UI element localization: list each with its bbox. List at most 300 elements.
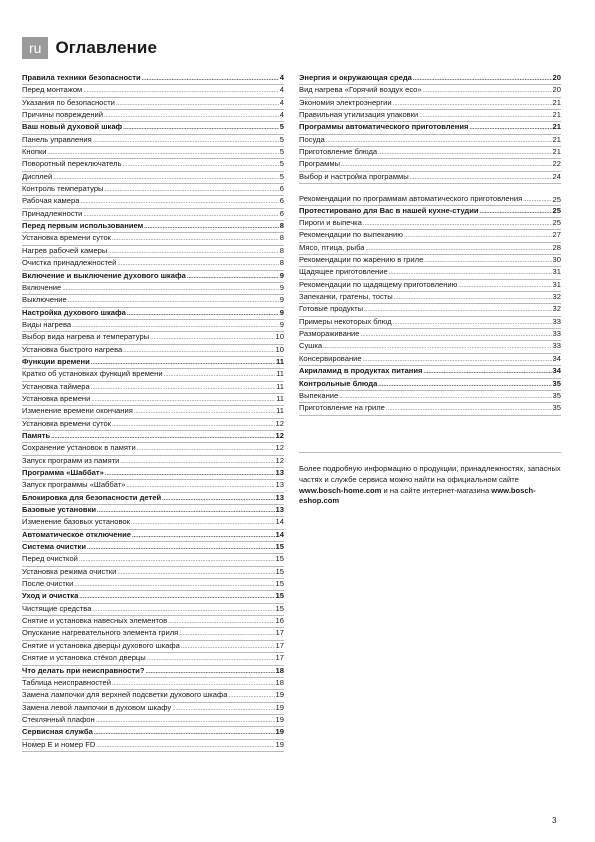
toc-leader-dots bbox=[51, 431, 274, 442]
toc-leader-dots bbox=[87, 542, 275, 553]
toc-entry-title: Кнопки bbox=[22, 147, 47, 157]
toc-page-number: 14 bbox=[275, 529, 284, 539]
toc-section-row[interactable] bbox=[22, 542, 284, 554]
toc-page-number: 18 bbox=[275, 677, 284, 687]
toc-entry-title: Выбор и настройка программы bbox=[299, 171, 409, 181]
toc-page-number: 28 bbox=[552, 242, 561, 252]
toc-page-number: 19 bbox=[275, 739, 284, 749]
toc-entry-row[interactable] bbox=[22, 147, 284, 159]
toc-entry-row[interactable] bbox=[22, 332, 284, 344]
toc-entry-title: Перед первым использованием bbox=[22, 221, 144, 231]
toc-entry-title: Программа «Шаббат» bbox=[22, 468, 104, 477]
toc-entry-title: Установка быстрого нагрева bbox=[22, 344, 123, 354]
toc-section-row[interactable] bbox=[299, 122, 561, 134]
toc-entry-title: Приготовление блюда bbox=[299, 147, 378, 157]
toc-entry-row[interactable] bbox=[22, 406, 284, 418]
info-note bbox=[299, 452, 561, 507]
toc-leader-dots bbox=[62, 283, 278, 294]
toc-entry-row[interactable] bbox=[22, 85, 284, 97]
toc-entry-row[interactable] bbox=[299, 329, 561, 341]
toc-entry-title: Правила техники безопасности bbox=[22, 73, 141, 82]
toc-entry-title: Установка времени суток bbox=[22, 418, 112, 428]
toc-entry-row[interactable] bbox=[22, 653, 284, 665]
toc-entry-row[interactable] bbox=[299, 317, 561, 329]
toc-leader-dots bbox=[134, 406, 275, 417]
toc-entry-title: Приготовление на гриле bbox=[299, 403, 385, 413]
toc-page-number: 14 bbox=[275, 517, 284, 527]
toc-leader-dots bbox=[92, 604, 274, 615]
toc-entry-row[interactable] bbox=[22, 678, 284, 690]
toc-entry-row[interactable] bbox=[22, 616, 284, 628]
toc-entry-row[interactable] bbox=[299, 184, 561, 206]
toc-entry-row[interactable] bbox=[299, 255, 561, 267]
toc-leader-dots bbox=[79, 591, 274, 602]
toc-page-number: 13 bbox=[275, 505, 284, 515]
toc-leader-dots bbox=[469, 122, 551, 133]
toc-entry-title: Опускание нагревательного элемента гриля bbox=[22, 628, 179, 638]
toc-leader-dots bbox=[137, 443, 275, 454]
toc-page-number: 13 bbox=[275, 468, 284, 477]
toc-leader-dots bbox=[168, 616, 274, 627]
toc-entry-title: Сохранение установок в памяти bbox=[22, 443, 136, 453]
toc-page-number: 32 bbox=[552, 304, 561, 314]
toc-entry-row[interactable] bbox=[299, 292, 561, 304]
toc-leader-dots bbox=[91, 357, 275, 368]
toc-leader-dots bbox=[389, 267, 552, 278]
toc-entry-title: Сушка bbox=[299, 341, 323, 351]
toc-leader-dots bbox=[104, 110, 279, 121]
toc-section-row[interactable] bbox=[22, 431, 284, 443]
toc-page-number: 18 bbox=[275, 665, 284, 675]
toc-leader-dots bbox=[364, 304, 551, 315]
toc-leader-dots bbox=[423, 85, 552, 96]
toc-entry-title: Готовые продукты bbox=[299, 304, 364, 314]
toc-leader-dots bbox=[363, 354, 552, 365]
toc-entry-row[interactable] bbox=[22, 382, 284, 394]
toc-leader-dots bbox=[53, 172, 279, 183]
toc-page-number: 12 bbox=[275, 455, 284, 465]
toc-page-number: 21 bbox=[552, 134, 561, 144]
toc-entry-title: Автоматическое отключение bbox=[22, 529, 131, 539]
toc-leader-dots bbox=[96, 740, 274, 751]
toc-entry-row[interactable] bbox=[22, 456, 284, 468]
toc-entry-row[interactable] bbox=[22, 320, 284, 332]
toc-entry-row[interactable] bbox=[22, 394, 284, 406]
toc-page-number: 11 bbox=[275, 356, 284, 366]
toc-leader-dots bbox=[112, 419, 275, 430]
toc-entry-row[interactable] bbox=[299, 341, 561, 353]
toc-entry-title: Что делать при неисправности? bbox=[22, 665, 145, 675]
toc-entry-row[interactable] bbox=[22, 690, 284, 702]
toc-entry-row[interactable] bbox=[299, 218, 561, 230]
toc-entry-row[interactable] bbox=[22, 110, 284, 122]
page-title: Оглавление bbox=[55, 38, 158, 57]
toc-leader-dots bbox=[181, 641, 275, 652]
info-text-2: и на сайте интернет-магазина bbox=[381, 485, 492, 495]
toc-leader-dots bbox=[394, 292, 552, 303]
toc-leader-dots bbox=[116, 98, 279, 109]
toc-page-number: 21 bbox=[552, 147, 561, 157]
toc-page-number: 32 bbox=[552, 292, 561, 302]
toc-section-row[interactable] bbox=[22, 666, 284, 678]
toc-leader-dots bbox=[326, 135, 552, 146]
toc-entry-row[interactable] bbox=[22, 345, 284, 357]
toc-entry-title: Щадящее приготовление bbox=[299, 267, 388, 277]
toc-leader-dots bbox=[93, 135, 279, 146]
toc-page-number: 25 bbox=[552, 218, 561, 228]
toc-entry-title: Рекомендации по выпеканию bbox=[299, 230, 403, 240]
toc-page-number: 9 bbox=[279, 307, 284, 317]
toc-entry-row[interactable] bbox=[22, 98, 284, 110]
toc-leader-dots bbox=[132, 530, 275, 541]
toc-entry-title: Запуск программ из памяти bbox=[22, 455, 120, 465]
toc-leader-dots bbox=[123, 345, 274, 356]
toc-entry-title: Настройка духового шкафа bbox=[22, 307, 126, 317]
toc-leader-dots bbox=[105, 468, 275, 479]
toc-page-number: 17 bbox=[275, 628, 284, 638]
toc-leader-dots bbox=[112, 678, 275, 689]
toc-entry-title: Функции времени bbox=[22, 356, 90, 366]
toc-leader-dots bbox=[386, 403, 552, 414]
toc-entry-row[interactable] bbox=[22, 419, 284, 431]
toc-entry-title: Выключение bbox=[22, 295, 67, 305]
toc-leader-dots bbox=[363, 218, 552, 229]
toc-leader-dots bbox=[378, 379, 551, 390]
toc-entry-title: Выпекание bbox=[299, 390, 339, 400]
toc-leader-dots bbox=[162, 493, 274, 504]
toc-entry-title: Включение и выключение духового шкафа bbox=[22, 270, 186, 280]
toc-page-number: 11 bbox=[276, 406, 284, 416]
toc-entry-title: Изменение времени окончания bbox=[22, 406, 133, 416]
toc-leader-dots bbox=[68, 295, 279, 306]
toc-entry-row[interactable] bbox=[299, 159, 561, 171]
toc-leader-dots bbox=[410, 172, 552, 183]
toc-entry-row[interactable] bbox=[22, 233, 284, 245]
toc-entry-row[interactable] bbox=[22, 295, 284, 307]
toc-section-row[interactable] bbox=[299, 73, 561, 85]
toc-page-number: 15 bbox=[275, 566, 284, 576]
info-text-1: Более подробную информацию о продукции, принадлежностях, запасных частях и службе сервиса можно найти на официальном сайте bbox=[299, 464, 561, 484]
toc-entry-title: Кратко об установках функций времени bbox=[22, 369, 163, 379]
toc-entry-row[interactable] bbox=[22, 258, 284, 270]
toc-leader-dots bbox=[105, 184, 279, 195]
toc-leader-dots bbox=[323, 341, 551, 352]
toc-leader-dots bbox=[94, 727, 275, 738]
toc-entry-title: После очистки bbox=[22, 579, 74, 589]
toc-section-row[interactable] bbox=[299, 379, 561, 391]
toc-page-number: 35 bbox=[552, 403, 561, 413]
toc-page-number: 22 bbox=[552, 159, 561, 169]
toc-page-number: 5 bbox=[279, 159, 284, 169]
toc-entry-row[interactable] bbox=[299, 172, 561, 184]
toc-page-number: 8 bbox=[279, 233, 284, 243]
toc-column-left bbox=[22, 73, 284, 752]
toc-entry-title: Сервисная служба bbox=[22, 727, 93, 737]
toc-section-row[interactable] bbox=[299, 206, 561, 218]
toc-entry-row[interactable] bbox=[22, 172, 284, 184]
toc-leader-dots bbox=[91, 382, 275, 393]
toc-page-number: 15 bbox=[275, 542, 284, 552]
toc-page-number: 31 bbox=[552, 279, 561, 289]
toc-entry-title: Запуск программы «Шаббат» bbox=[22, 480, 126, 490]
toc-page-number: 4 bbox=[279, 73, 284, 82]
toc-leader-dots bbox=[365, 243, 551, 254]
toc-entry-title: Правильная утилизация упаковки bbox=[299, 110, 419, 120]
toc-page-number: 33 bbox=[552, 341, 561, 351]
toc-entry-title: Базовые установки bbox=[22, 505, 97, 515]
toc-entry-title: Установка времени суток bbox=[22, 233, 112, 243]
toc-entry-title: Снятие и установка навесных элементов bbox=[22, 616, 168, 626]
toc-leader-dots bbox=[97, 505, 275, 516]
toc-entry-title: Мясо, птица, рыба bbox=[299, 242, 365, 252]
toc-column-right bbox=[299, 73, 561, 416]
toc-page-number: 10 bbox=[275, 344, 284, 354]
toc-entry-row[interactable] bbox=[22, 480, 284, 492]
toc-entry-row[interactable] bbox=[22, 159, 284, 171]
toc-entry-row[interactable] bbox=[299, 110, 561, 122]
toc-page-number: 25 bbox=[552, 194, 561, 204]
toc-entry-row[interactable] bbox=[299, 304, 561, 316]
toc-leader-dots bbox=[424, 255, 551, 266]
toc-page-number: 20 bbox=[552, 73, 561, 82]
toc-entry-row[interactable] bbox=[299, 98, 561, 110]
toc-page-number: 12 bbox=[275, 418, 284, 428]
toc-leader-dots bbox=[424, 366, 552, 377]
toc-page-number: 33 bbox=[552, 329, 561, 339]
toc-leader-dots bbox=[179, 628, 274, 639]
toc-page-number: 24 bbox=[552, 171, 561, 181]
toc-entry-row[interactable] bbox=[299, 267, 561, 279]
toc-leader-dots bbox=[91, 394, 275, 405]
toc-entry-row[interactable] bbox=[22, 554, 284, 566]
toc-leader-dots bbox=[117, 567, 274, 578]
toc-page-number: 5 bbox=[279, 147, 284, 157]
toc-entry-row[interactable] bbox=[22, 567, 284, 579]
toc-leader-dots bbox=[393, 98, 552, 109]
toc-entry-row[interactable] bbox=[299, 391, 561, 403]
toc-entry-title: Акриламид в продуктах питания bbox=[299, 366, 423, 376]
toc-leader-dots bbox=[147, 653, 275, 664]
toc-entry-title: Рекомендации по жарению в гриле bbox=[299, 255, 424, 265]
toc-section-row[interactable] bbox=[299, 366, 561, 378]
toc-section-row[interactable] bbox=[22, 122, 284, 134]
toc-entry-row[interactable] bbox=[22, 641, 284, 653]
toc-page-number: 13 bbox=[275, 492, 284, 502]
toc-leader-dots bbox=[123, 159, 279, 170]
toc-leader-dots bbox=[96, 715, 275, 726]
toc-entry-row[interactable] bbox=[22, 209, 284, 221]
toc-page-number: 20 bbox=[552, 85, 561, 95]
toc-page-number: 9 bbox=[279, 270, 284, 280]
toc-entry-title: Замена левой лампочки в духовом шкафу bbox=[22, 702, 172, 712]
toc-page-number: 13 bbox=[275, 480, 284, 490]
toc-entry-title: Перед очисткой bbox=[22, 554, 78, 564]
toc-entry-title: Система очистки bbox=[22, 542, 87, 552]
toc-entry-row[interactable] bbox=[299, 403, 561, 415]
toc-page-number: 35 bbox=[552, 378, 561, 388]
toc-page-number: 15 bbox=[275, 591, 284, 601]
toc-entry-title: Вид нагрева «Горячий воздух eco» bbox=[299, 85, 422, 95]
toc-entry-row[interactable] bbox=[299, 354, 561, 366]
toc-page-number: 8 bbox=[279, 245, 284, 255]
toc-leader-dots bbox=[393, 317, 552, 328]
toc-page-number: 34 bbox=[552, 366, 561, 376]
toc-leader-dots bbox=[341, 159, 552, 170]
toc-entry-title: Таблица неисправностей bbox=[22, 677, 112, 687]
toc-entry-title: Контроль температуры bbox=[22, 184, 104, 194]
toc-leader-dots bbox=[131, 517, 275, 528]
toc-entry-title: Нагрев рабочей камеры bbox=[22, 245, 108, 255]
toc-page-number: 35 bbox=[552, 390, 561, 400]
toc-entry-row[interactable] bbox=[299, 280, 561, 292]
toc-section-row[interactable] bbox=[22, 357, 284, 369]
toc-entry-title: Блокировка для безопасности детей bbox=[22, 492, 162, 502]
toc-page-number: 15 bbox=[275, 554, 284, 564]
toc-entry-row[interactable] bbox=[299, 147, 561, 159]
toc-entry-title: Очистка принадлежностей bbox=[22, 258, 117, 268]
toc-page-number: 4 bbox=[279, 85, 284, 95]
toc-entry-title: Примеры некоторых блюд bbox=[299, 316, 392, 326]
toc-page-number: 11 bbox=[276, 393, 284, 403]
toc-entry-row[interactable] bbox=[22, 628, 284, 640]
toc-entry-row[interactable] bbox=[22, 604, 284, 616]
toc-entry-row[interactable] bbox=[22, 196, 284, 208]
toc-page-number: 27 bbox=[552, 230, 561, 240]
toc-entry-row[interactable] bbox=[22, 517, 284, 529]
toc-leader-dots bbox=[142, 73, 279, 84]
toc-leader-dots bbox=[120, 456, 274, 467]
toc-page-number: 5 bbox=[279, 134, 284, 144]
toc-page-number: 4 bbox=[279, 97, 284, 107]
toc-page-number: 6 bbox=[279, 196, 284, 206]
toc-section-row[interactable] bbox=[22, 468, 284, 480]
toc-leader-dots bbox=[72, 320, 279, 331]
toc-entry-title: Указания по безопасности bbox=[22, 97, 115, 107]
toc-leader-dots bbox=[150, 332, 274, 343]
toc-leader-dots bbox=[123, 122, 279, 133]
toc-page-number: 5 bbox=[279, 122, 284, 132]
toc-leader-dots bbox=[79, 554, 275, 565]
page-number: 3 bbox=[552, 816, 557, 825]
toc-leader-dots bbox=[48, 147, 279, 158]
toc-entry-title: Перед монтажом bbox=[22, 85, 83, 95]
toc-entry-title: Замена лампочки для верхней подсветки духового шкафа bbox=[22, 690, 228, 700]
toc-section-row[interactable] bbox=[22, 221, 284, 233]
toc-section-row[interactable] bbox=[22, 727, 284, 739]
toc-entry-title: Принадлежности bbox=[22, 208, 83, 218]
toc-page-number: 17 bbox=[275, 653, 284, 663]
toc-entry-row[interactable] bbox=[22, 135, 284, 147]
toc-entry-title: Запеканки, гратены, тосты bbox=[299, 292, 393, 302]
toc-entry-title: Память bbox=[22, 430, 51, 440]
toc-entry-title: Установка времени bbox=[22, 393, 91, 403]
toc-entry-row[interactable] bbox=[22, 443, 284, 455]
toc-leader-dots bbox=[339, 391, 551, 402]
toc-page-number: 19 bbox=[275, 690, 284, 700]
toc-entry-row[interactable] bbox=[299, 243, 561, 255]
toc-page-number: 11 bbox=[276, 369, 284, 379]
toc-entry-row[interactable] bbox=[22, 246, 284, 258]
toc-entry-row[interactable] bbox=[299, 135, 561, 147]
toc-entry-title: Выбор вида нагрева и температуры bbox=[22, 332, 150, 342]
toc-section-row[interactable] bbox=[22, 530, 284, 542]
toc-entry-title: Снятие и установка стёкол дверцы bbox=[22, 653, 146, 663]
toc-entry-row[interactable] bbox=[22, 703, 284, 715]
toc-leader-dots bbox=[378, 147, 551, 158]
toc-leader-dots bbox=[480, 206, 552, 217]
toc-leader-dots bbox=[83, 209, 278, 220]
toc-entry-row[interactable] bbox=[22, 184, 284, 196]
toc-entry-title: Программы автоматического приготовления bbox=[299, 122, 469, 132]
toc-page-number: 21 bbox=[552, 122, 561, 132]
toc-leader-dots bbox=[523, 194, 551, 205]
toc-page-number: 15 bbox=[275, 579, 284, 589]
toc-section-row[interactable] bbox=[22, 271, 284, 283]
toc-page-number: 25 bbox=[552, 205, 561, 215]
toc-entry-row[interactable] bbox=[22, 579, 284, 591]
toc-page-number: 10 bbox=[275, 332, 284, 342]
toc-leader-dots bbox=[127, 308, 279, 319]
toc-leader-dots bbox=[108, 246, 278, 257]
toc-leader-dots bbox=[172, 703, 274, 714]
toc-section-row[interactable] bbox=[22, 493, 284, 505]
toc-page-number: 9 bbox=[279, 282, 284, 292]
toc-entry-title: Пироги и выпечка bbox=[299, 218, 362, 228]
toc-page-number: 9 bbox=[279, 319, 284, 329]
toc-entry-row[interactable] bbox=[22, 715, 284, 727]
toc-leader-dots bbox=[117, 258, 278, 269]
toc-entry-row[interactable] bbox=[299, 230, 561, 242]
toc-entry-title: Посуда bbox=[299, 134, 325, 144]
website-link[interactable]: www.bosch-home.com bbox=[299, 485, 382, 495]
toc-entry-title: Установка режима очистки bbox=[22, 566, 117, 576]
toc-section-row[interactable] bbox=[22, 505, 284, 517]
toc-page-number: 12 bbox=[275, 430, 284, 440]
toc-page-number: 4 bbox=[279, 110, 284, 120]
toc-entry-row[interactable] bbox=[299, 85, 561, 97]
toc-page-number: 31 bbox=[552, 267, 561, 277]
toc-page-number: 21 bbox=[552, 97, 561, 107]
toc-entry-title: Программы bbox=[299, 159, 341, 169]
toc-entry-title: Изменение базовых установок bbox=[22, 517, 130, 527]
toc-entry-title: Протестировано для Вас в нашей кухне-студии bbox=[299, 205, 479, 215]
toc-page-number: 16 bbox=[275, 616, 284, 626]
toc-section-row[interactable] bbox=[22, 73, 284, 85]
toc-entry-title: Контрольные блюда bbox=[299, 378, 378, 388]
toc-section-row[interactable] bbox=[22, 308, 284, 320]
toc-page-number: 19 bbox=[275, 714, 284, 724]
toc-section-row[interactable] bbox=[22, 591, 284, 603]
toc-leader-dots bbox=[144, 221, 279, 232]
toc-entry-title: Чистящие средства bbox=[22, 603, 92, 613]
toc-leader-dots bbox=[458, 280, 551, 291]
toc-entry-title: Размораживание bbox=[299, 329, 360, 339]
toc-entry-title: Энергия и окружающая среда bbox=[299, 73, 412, 82]
toc-leader-dots bbox=[404, 230, 552, 241]
toc-page-number: 8 bbox=[279, 258, 284, 268]
toc-entry-row[interactable] bbox=[22, 283, 284, 295]
toc-entry-title: Стеклянный плафон bbox=[22, 714, 95, 724]
toc-entry-row[interactable] bbox=[22, 740, 284, 752]
toc-entry-title: Экономия электроэнергии bbox=[299, 97, 392, 107]
toc-entry-title: Рекомендации по щадящему приготовлению bbox=[299, 279, 458, 289]
toc-page-number: 5 bbox=[279, 171, 284, 181]
toc-leader-dots bbox=[74, 579, 274, 590]
eshop-link[interactable]: www.bosch-eshop.com bbox=[299, 485, 536, 506]
toc-entry-row[interactable] bbox=[22, 369, 284, 381]
toc-page-number: 19 bbox=[275, 702, 284, 712]
toc-page-number: 6 bbox=[279, 184, 284, 194]
